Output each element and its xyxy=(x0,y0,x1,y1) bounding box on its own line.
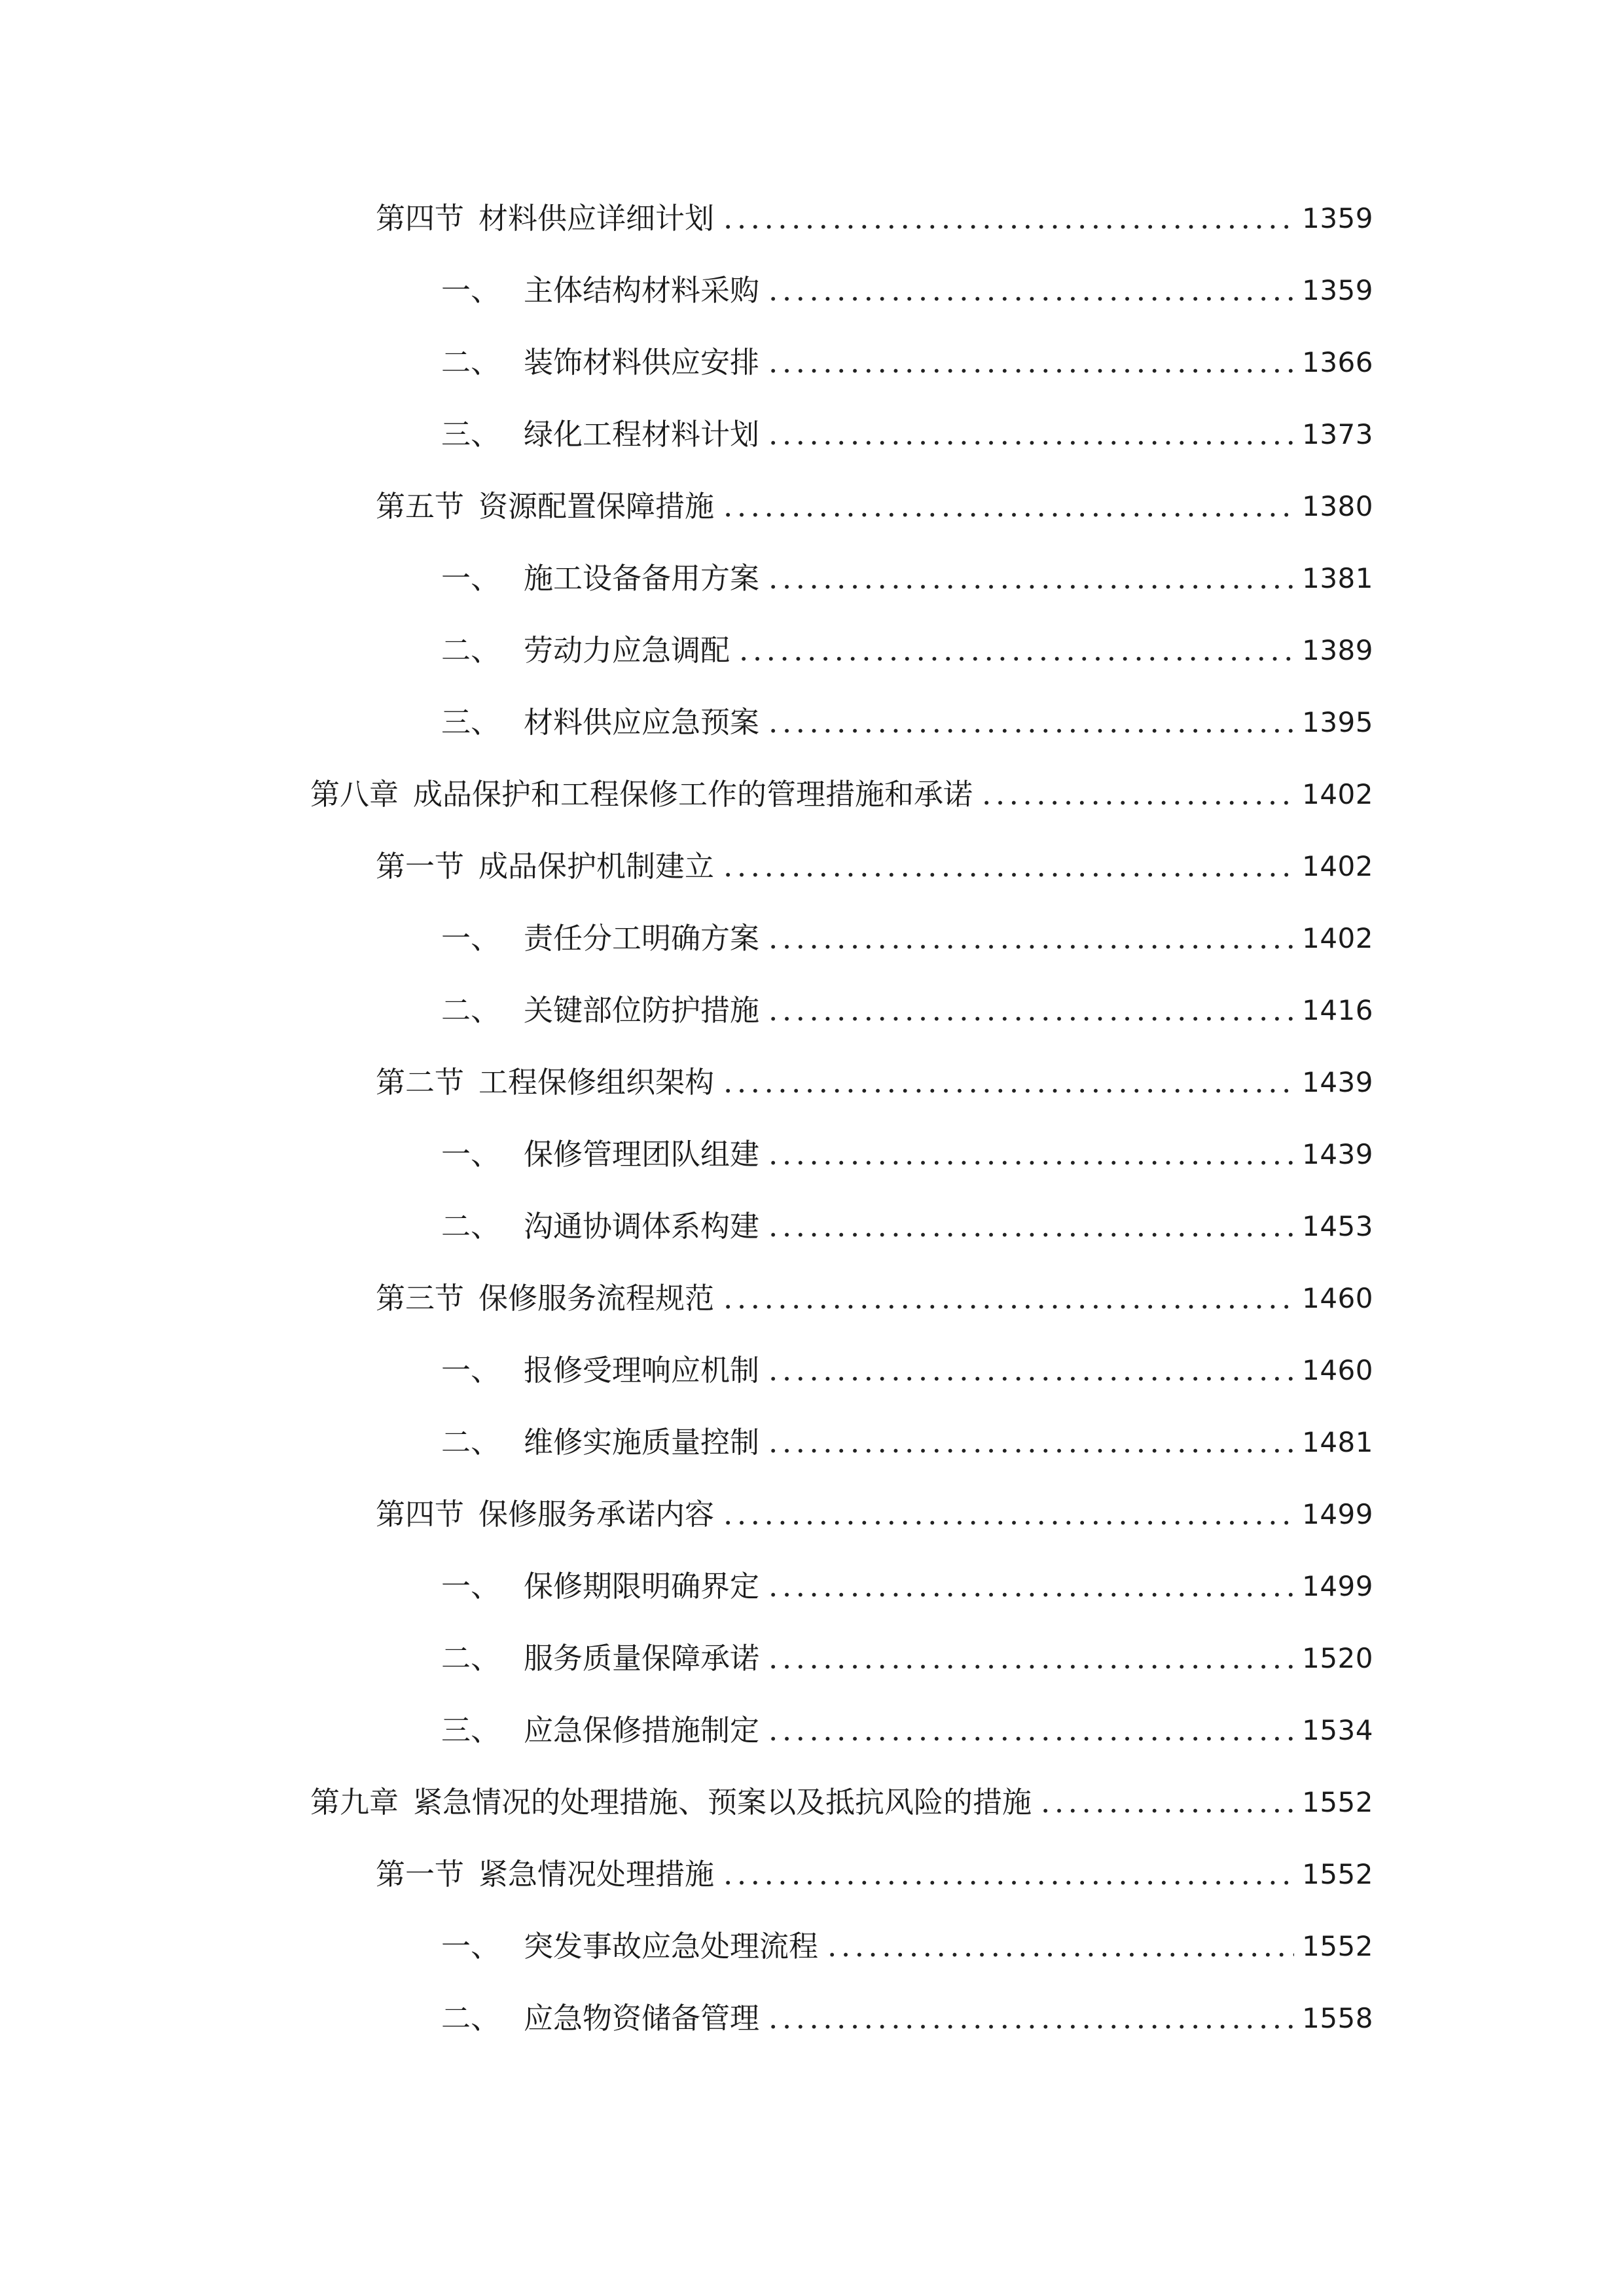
toc-page-number: 1499 xyxy=(1302,1570,1373,1602)
toc-entry[interactable] xyxy=(441,559,1373,598)
toc-page-number: 1481 xyxy=(1302,1426,1373,1458)
toc-page-number: 1380 xyxy=(1302,490,1373,522)
toc-entry-title: 材料供应详细计划 xyxy=(478,201,715,236)
toc-dot-leader xyxy=(1041,1783,1294,1822)
toc-page-number: 1534 xyxy=(1302,1714,1373,1746)
toc-entry[interactable] xyxy=(441,919,1373,958)
toc-entry[interactable] xyxy=(376,487,1373,526)
toc-entry-number: 二、 xyxy=(441,345,501,380)
toc-dot-leader xyxy=(739,631,1294,670)
toc-entry-number: 一、 xyxy=(441,273,501,308)
toc-page-number: 1552 xyxy=(1302,1858,1373,1890)
toc-entry-title: 劳动力应急调配 xyxy=(524,633,731,668)
toc-entry[interactable] xyxy=(310,1783,1373,1822)
toc-dot-leader xyxy=(768,919,1294,958)
toc-entry[interactable] xyxy=(441,1711,1373,1750)
toc-entry-title: 资源配置保障措施 xyxy=(478,489,715,524)
toc-entry[interactable] xyxy=(441,1567,1373,1606)
toc-entry-number: 第八章 xyxy=(310,777,399,812)
toc-entry-number: 二、 xyxy=(441,993,501,1028)
toc-entry[interactable] xyxy=(441,1135,1373,1174)
toc-dot-leader xyxy=(723,1063,1294,1102)
toc-entry[interactable] xyxy=(376,1279,1373,1318)
toc-entry[interactable] xyxy=(441,343,1373,382)
toc-entry[interactable] xyxy=(441,1351,1373,1390)
toc-entry-number: 三、 xyxy=(441,1713,501,1748)
toc-entry-number: 一、 xyxy=(441,1929,501,1964)
toc-entry[interactable] xyxy=(441,1639,1373,1678)
toc-page-number: 1460 xyxy=(1302,1354,1373,1386)
toc-dot-leader xyxy=(723,199,1294,238)
toc-entry-title: 绿化工程材料计划 xyxy=(524,417,760,452)
toc-entry[interactable] xyxy=(376,847,1373,886)
toc-entry[interactable] xyxy=(310,775,1373,814)
toc-entry-number: 一、 xyxy=(441,1137,501,1172)
toc-entry[interactable] xyxy=(441,631,1373,670)
toc-entry[interactable] xyxy=(441,1927,1373,1966)
toc-page-number: 1389 xyxy=(1302,634,1373,666)
toc-dot-leader xyxy=(768,1711,1294,1750)
toc-entry-number: 一、 xyxy=(441,1569,501,1604)
toc-entry-number: 三、 xyxy=(441,417,501,452)
toc-entry-number: 第一节 xyxy=(376,1857,465,1892)
toc-entry-number: 第九章 xyxy=(310,1785,399,1820)
toc-page-number: 1366 xyxy=(1302,346,1373,378)
toc-entry-title: 工程保修组织架构 xyxy=(478,1065,715,1100)
toc-entry-number: 一、 xyxy=(441,561,501,596)
toc-page-number: 1453 xyxy=(1302,1210,1373,1242)
toc-entry-number: 第四节 xyxy=(376,1497,465,1532)
toc-entry-title: 维修实施质量控制 xyxy=(524,1425,760,1460)
toc-entry-number: 第五节 xyxy=(376,489,465,524)
toc-page-number: 1381 xyxy=(1302,562,1373,594)
toc-entry-title: 服务质量保障承诺 xyxy=(524,1641,760,1676)
toc-dot-leader xyxy=(768,415,1294,454)
toc-page-number: 1395 xyxy=(1302,706,1373,738)
toc-entry-number: 第四节 xyxy=(376,201,465,236)
toc-entry-title: 材料供应应急预案 xyxy=(524,705,760,740)
toc-entry[interactable] xyxy=(376,199,1373,238)
toc-dot-leader xyxy=(768,1423,1294,1462)
toc-entry-number: 第一节 xyxy=(376,849,465,884)
toc-entry[interactable] xyxy=(441,415,1373,454)
toc-entry-title: 突发事故应急处理流程 xyxy=(524,1929,819,1964)
toc-dot-leader xyxy=(723,847,1294,886)
toc-page-number: 1439 xyxy=(1302,1138,1373,1170)
toc-entry-number: 二、 xyxy=(441,1425,501,1460)
toc-entry[interactable] xyxy=(376,1063,1373,1102)
toc-entry[interactable] xyxy=(441,703,1373,742)
toc-page-number: 1359 xyxy=(1302,202,1373,234)
toc-dot-leader xyxy=(723,1495,1294,1534)
toc-entry-title: 应急物资储备管理 xyxy=(524,2001,760,2036)
toc-entry-title: 保修服务承诺内容 xyxy=(478,1497,715,1532)
toc-dot-leader xyxy=(827,1927,1294,1966)
toc-dot-leader xyxy=(768,1639,1294,1678)
toc-entry-title: 保修服务流程规范 xyxy=(478,1281,715,1316)
toc-page-number: 1402 xyxy=(1302,922,1373,954)
toc-entry[interactable] xyxy=(441,991,1373,1030)
toc-page-number: 1552 xyxy=(1302,1786,1373,1818)
toc-dot-leader xyxy=(768,343,1294,382)
toc-entry-title: 关键部位防护措施 xyxy=(524,993,760,1028)
toc-entry-number: 二、 xyxy=(441,2001,501,2036)
toc-entry[interactable] xyxy=(376,1855,1373,1894)
toc-page-number: 1460 xyxy=(1302,1282,1373,1314)
toc-entry[interactable] xyxy=(441,1423,1373,1462)
toc-entry-title: 主体结构材料采购 xyxy=(524,273,760,308)
toc-page-number: 1416 xyxy=(1302,994,1373,1026)
toc-entry[interactable] xyxy=(376,1495,1373,1534)
toc-page-number: 1402 xyxy=(1302,850,1373,882)
toc-entry-number: 一、 xyxy=(441,1353,501,1388)
toc-dot-leader xyxy=(768,1351,1294,1390)
toc-entry-number: 三、 xyxy=(441,705,501,740)
toc-entry-title: 紧急情况的处理措施、预案以及抵抗风险的措施 xyxy=(413,1785,1032,1820)
toc-dot-leader xyxy=(768,703,1294,742)
toc-entry[interactable] xyxy=(441,271,1373,310)
toc-entry-title: 责任分工明确方案 xyxy=(524,921,760,956)
toc-entry-number: 第二节 xyxy=(376,1065,465,1100)
toc-dot-leader xyxy=(768,1999,1294,2038)
toc-entry-title: 报修受理响应机制 xyxy=(524,1353,760,1388)
toc-page-number: 1520 xyxy=(1302,1642,1373,1674)
toc-dot-leader xyxy=(723,487,1294,526)
toc-page-number: 1439 xyxy=(1302,1066,1373,1098)
toc-entry-title: 施工设备备用方案 xyxy=(524,561,760,596)
toc-entry-title: 紧急情况处理措施 xyxy=(478,1857,715,1892)
toc-entry[interactable] xyxy=(441,1999,1373,2038)
toc-dot-leader xyxy=(768,1207,1294,1246)
toc-entry-title: 装饰材料供应安排 xyxy=(524,345,760,380)
toc-page-number: 1558 xyxy=(1302,2002,1373,2034)
toc-page-number: 1402 xyxy=(1302,778,1373,810)
toc-dot-leader xyxy=(768,559,1294,598)
toc-entry[interactable] xyxy=(441,1207,1373,1246)
toc-dot-leader xyxy=(768,1135,1294,1174)
toc-page-number: 1373 xyxy=(1302,418,1373,450)
toc-entry-title: 保修管理团队组建 xyxy=(524,1137,760,1172)
toc-entry-title: 沟通协调体系构建 xyxy=(524,1209,760,1244)
toc-dot-leader xyxy=(982,775,1294,814)
toc-entry-title: 保修期限明确界定 xyxy=(524,1569,760,1604)
toc-entry-number: 二、 xyxy=(441,633,501,668)
toc-entry-title: 成品保护和工程保修工作的管理措施和承诺 xyxy=(413,777,973,812)
toc-entry-title: 成品保护机制建立 xyxy=(478,849,715,884)
toc-entry-number: 二、 xyxy=(441,1209,501,1244)
toc-dot-leader xyxy=(723,1855,1294,1894)
toc-entry-number: 二、 xyxy=(441,1641,501,1676)
toc-dot-leader xyxy=(768,1567,1294,1606)
toc-page-number: 1359 xyxy=(1302,274,1373,306)
toc-dot-leader xyxy=(723,1279,1294,1318)
toc-page-number: 1499 xyxy=(1302,1498,1373,1530)
toc-entry-number: 第三节 xyxy=(376,1281,465,1316)
toc-entry-title: 应急保修措施制定 xyxy=(524,1713,760,1748)
toc-entry-number: 一、 xyxy=(441,921,501,956)
toc-page-number: 1552 xyxy=(1302,1930,1373,1962)
toc-dot-leader xyxy=(768,991,1294,1030)
toc-dot-leader xyxy=(768,271,1294,310)
